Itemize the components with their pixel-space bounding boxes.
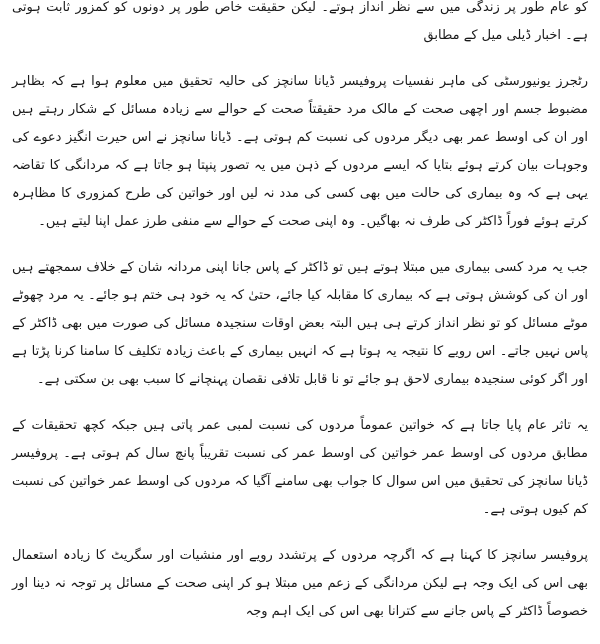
paragraph-intro-fragment: کو عام طور پر زندگی میں سے نظر انداز ہوتے۔ لیکن حقیقت خاص طور پر دونوں کو کمزور ثابت ہوتی ہے۔ اخبار ڈیلی میل کے مطابق	[12, 0, 588, 43]
article-body	[12, 0, 588, 644]
paragraph-causes: پروفیسر سانچز کا کہنا ہے کہ اگرچہ مردوں کے پرتشدد رویے اور منشیات اور سگریٹ کا زیادہ استعمال بھی اس کی ایک وجہ ہے لیکن مردانگی کے زعم میں مبتلا ہو کر اپنی صحت کے مسائل پر توجہ نہ دینا اور خصوصاً ڈاکٹر کے پاس جانے سے کترانا بھی اس کی ایک اہم وجہ	[12, 548, 588, 619]
paragraph-life-expectancy: یہ تاثر عام پایا جاتا ہے کہ خواتین عموماً مردوں کی نسبت لمبی عمر پاتی ہیں جبکہ کچھ تحقیقات کے مطابق مردوں کی اوسط عمر خواتین کی اوسط عمر کی نسبت تقریباً پانچ سال کم ہوتی ہے۔ پروفیسر ڈیانا سانچز کی تحقیق میں اس سوال کا جواب بھی سامنے آگیا کہ مردوں کی اوسط عمر خواتین کی نسبت کم کیوں ہوتی ہے۔	[12, 418, 588, 517]
paragraph-doctor-avoidance: جب یہ مرد کسی بیماری میں مبتلا ہوتے ہیں تو ڈاکٹر کے پاس جانا اپنی مردانہ شان کے خلاف سمجھتے ہیں اور ان کی کوشش ہوتی ہے کہ بیماری کا مقابلہ کیا جائے، حتیٰ کہ یہ خود ہی ختم ہو جائے۔ یہ مرد چھوٹے موٹے مسائل کو تو نظر انداز کرتے ہی ہیں البتہ بعض اوقات سنجیدہ مسائل کی صورت میں بھی ڈاکٹر کے پاس نہیں جاتے۔ اس رویے کا نتیجہ یہ ہوتا ہے کہ انہیں بیماری کے باعث زیادہ تکلیف کا سامنا کرنا پڑتا ہے اور اگر کوئی سنجیدہ بیماری لاحق ہو جائے تو نا قابل تلافی نقصان پہنچانے کا سبب بھی بن سکتی ہے۔	[12, 260, 588, 387]
paragraph-research-findings: رٹجرز یونیورسٹی کی ماہر نفسیات پروفیسر ڈیانا سانچز کی حالیہ تحقیق میں معلوم ہوا ہے کہ بظاہر مضبوط جسم اور اچھی صحت کے مالک مرد حقیقتاً صحت کے حوالے سے زیادہ مسائل کے شکار رہتے ہیں اور ان کی اوسط عمر بھی دیگر مردوں کی نسبت کم ہوتی ہے۔ ڈیانا سانچز نے اس حیرت انگیز دعوے کی وجوہات بیان کرتے ہوئے بتایا کہ ایسے مردوں کے ذہن میں یہ تصور پنپتا ہو جاتا ہے کہ مردانگی کا تقاضہ یہی ہے کہ وہ بیماری کی حالت میں بھی کسی کی مدد نہ لیں اور خواتین کی طرح کمزوری کا مظاہرہ کرتے ہوئے فوراً ڈاکٹر کی طرف نہ بھاگیں۔ وہ اپنی صحت کے حوالے سے منفی طرز عمل اپنا لیتے ہیں۔	[12, 74, 588, 229]
